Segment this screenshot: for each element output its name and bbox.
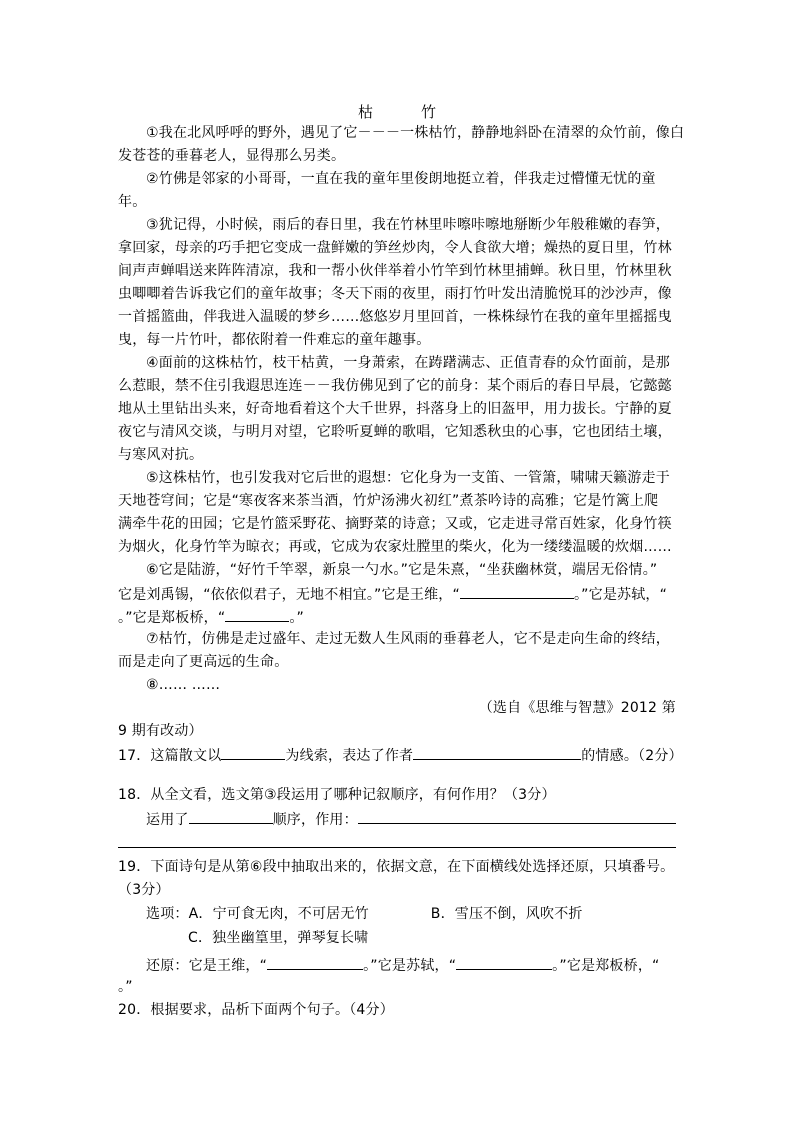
q19-option-c: C．独坐幽篁里，弹琴复长啸 (188, 930, 369, 946)
p6-line-2-text-a: 它是刘禹锡，“依依似君子，无地不相宜。”它是王维，“ (118, 587, 460, 603)
q17-text-a: 17．这篇散文以 (118, 748, 222, 764)
q18-text-a: 运用了 (146, 812, 189, 828)
p5-line-1: ⑤这株枯竹，也引发我对它后世的遐想：它化身为一支笛、一管箫，啸啸天籁游走于 (146, 470, 670, 486)
p1-line-1: ①我在北风呼呼的野外，遇见了它－－－一株枯竹，静静地斜卧在清翠的众竹前，像白 (146, 125, 685, 141)
title-char-1: 枯 (357, 103, 373, 121)
q17-text-c: 的情感。（2分） (581, 748, 683, 764)
p5-line-3: 满牵牛花的田园；它是竹篮采野花、摘野菜的诗意；又或，它走进寻常百姓家，化身竹筷 (118, 516, 672, 532)
p2-line-1: ②竹佛是邻家的小哥哥，一直在我的童年里俊朗地挺立着，伴我走过懵懂无忧的童 (146, 171, 656, 187)
q18-answer-line (146, 809, 676, 829)
p5-line-2: 天地苍穹间；它是“寒夜客来茶当酒，竹炉汤沸火初红”煮茶吟诗的高雅；它是竹篱上爬 (118, 493, 659, 509)
q19-score: （3分） (118, 882, 170, 898)
p6-line-3-text-a: 。”它是郑板桥，“ (118, 610, 226, 626)
p7-line-1: ⑦枯竹，仿佛是走过盛年、走过无数人生风雨的垂暮老人，它不是走向生命的终结， (146, 631, 670, 647)
q17-blank-clue[interactable] (221, 745, 285, 760)
p6-blank-zhengbanqiao[interactable] (225, 607, 289, 622)
p4-line-4: 夜它与清风交谈，与明月对望，它聆听夏蝉的歌唱，它知悉秋虫的心事，它也团结土壤， (118, 424, 672, 440)
q20-question: 20．根据要求，品析下面两个句子。（4分） (118, 1002, 394, 1018)
p5-line-4: 为烟火，化身竹竿为晾衣；再或，它成为农家灶膛里的柴火，化为一缕缕温暖的炊烟…… (118, 539, 672, 555)
q17-blank-feeling[interactable] (413, 745, 581, 760)
q17-text-b: 为线索，表达了作者 (285, 748, 414, 764)
p3-line-1: ③犹记得，小时候，雨后的春日里，我在竹林里咔嚓咔嚓地掰断少年般稚嫩的春笋， (146, 217, 670, 233)
q19-restore-text-a: 还原：它是王维，“ (146, 958, 268, 974)
p6-blank-wangwei[interactable] (460, 584, 574, 599)
p4-line-3: 地从土里钻出头来，好奇地看着这个大千世界，抖落身上的旧盔甲，用力拔长。宁静的夏 (118, 401, 672, 417)
q19-restore-line-2: 。” (118, 979, 133, 995)
q19-option-b: B．雪压不倒，风吹不折 (430, 906, 583, 922)
source-line-1: （选自《思维与智慧》2012 第 (478, 700, 676, 716)
q19-options-line-1 (146, 905, 583, 923)
source-line-2: 9 期有改动） (118, 723, 203, 739)
q18-text-b: 顺序，作用： (272, 812, 358, 828)
q19-blank-wangwei[interactable] (267, 955, 363, 970)
p6-line-1: ⑥它是陆游，“好竹千竿翠，新泉一勺水。”它是朱熹，“坐获幽林赏，端居无俗情。” (146, 562, 658, 578)
p1-line-2: 发苍苍的垂暮老人，显得那么另类。 (118, 148, 346, 164)
p3-line-3: 间声声蝉唱送来阵阵清凉，我和一帮小伙伴举着小竹竿到竹林里捕蝉。秋日里，竹林里秋 (118, 263, 672, 279)
q19-restore-text-b: 。”它是苏轼，“ (363, 958, 457, 974)
q19-option-a: A．宁可食无肉，不可居无竹 (188, 906, 369, 922)
title-char-2: 竹 (421, 103, 437, 121)
q19-restore-line (146, 955, 659, 975)
p6-line-2 (118, 584, 667, 604)
p3-line-4: 虫唧唧着告诉我它们的童年故事；冬天下雨的夜里，雨打竹叶发出清脆悦耳的沙沙声，像 (118, 286, 672, 302)
q19-options-label: 选项： (146, 906, 189, 922)
p3-line-5: 一首摇篮曲，伴我进入温暖的梦乡……悠悠岁月里回首，一株株绿竹在我的童年里摇摇曳 (118, 309, 672, 325)
q18-question: 18．从全文看，选文第③段运用了哪种记叙顺序，有何作用？（3分） (118, 787, 556, 803)
p4-line-1: ④面前的这株枯竹，枝干枯黄，一身萧索，在踌躇满志、正值青春的众竹面前，是那 (146, 355, 670, 371)
q19-restore-text-c: 。”它是郑板桥，“ (552, 958, 660, 974)
q18-blank-effect[interactable] (358, 809, 676, 824)
q19-blank-sushi[interactable] (456, 955, 552, 970)
p3-line-6: 曳，每一片竹叶，都依附着一件难忘的童年趣事。 (118, 332, 431, 348)
p3-line-2: 拿回家，母亲的巧手把它变成一盘鲜嫩的笋丝炒肉，令人食欲大增；燥热的夏日里，竹林 (118, 240, 672, 256)
p6-line-2-text-b: 。”它是苏轼，“ (573, 587, 668, 603)
p2-line-2: 年。 (118, 194, 147, 210)
p7-line-2: 而是走向了更高远的生命。 (118, 654, 289, 670)
q18-answer-rule[interactable] (118, 847, 676, 848)
q18-blank-order[interactable] (189, 809, 273, 824)
p8-line: ⑧…… …… (146, 677, 221, 693)
q19-question: 19．下面诗句是从第⑥段中抽取出来的，依据文意，在下面横线处选择还原，只填番号。 (118, 859, 675, 875)
p4-line-5: 与寒风对抗。 (118, 447, 204, 463)
essay-title (0, 101, 794, 122)
p6-line-3-text-b: 。” (289, 610, 304, 626)
p6-line-3 (118, 607, 304, 627)
p4-line-2: 么惹眼，禁不住引我遐思连连－－我仿佛见到了它的前身：某个雨后的春日早晨，它懿懿 (118, 378, 672, 394)
q17-line (118, 745, 683, 765)
